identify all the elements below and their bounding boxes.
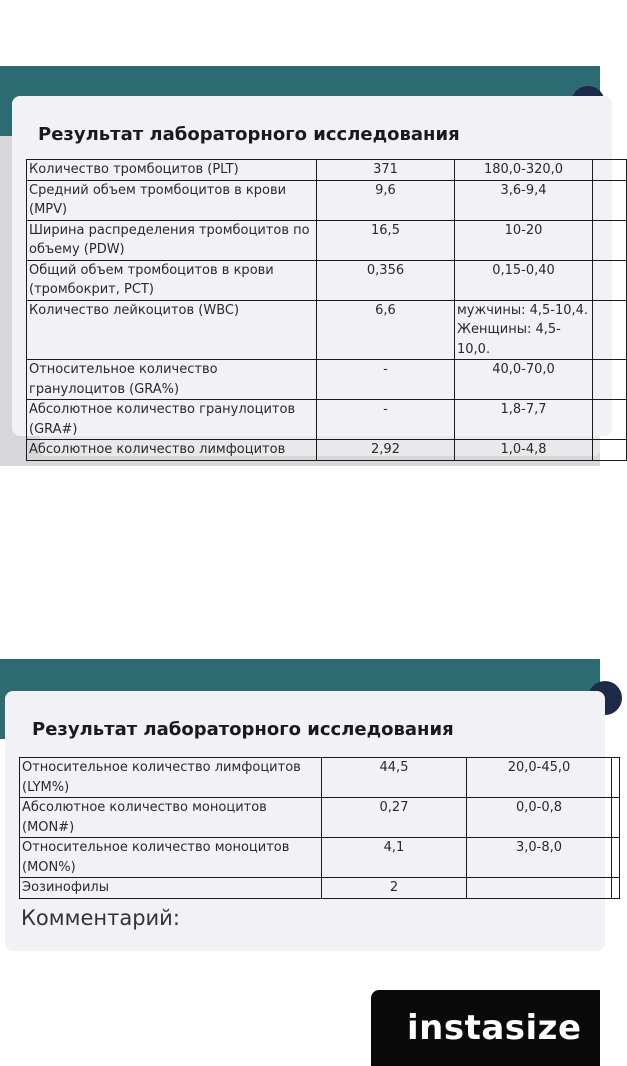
test-reference: 40,0-70,0	[455, 360, 593, 400]
test-reference: 1,0-4,8	[455, 440, 593, 461]
test-value: 4,1	[322, 838, 467, 878]
test-reference: 180,0-320,0	[455, 160, 593, 181]
test-name: Абсолютное количество гранулоцитов (GRA#)	[27, 400, 317, 440]
test-reference: мужчины: 4,5-10,4. Женщины: 4,5-10,0.	[455, 300, 593, 360]
units-cell	[612, 758, 620, 798]
table-row	[27, 400, 627, 440]
test-name: Относительное количество гранулоцитов (GRA%)	[27, 360, 317, 400]
units-cell	[612, 878, 620, 899]
test-value: 44,5	[322, 758, 467, 798]
table-row	[27, 300, 627, 360]
lab-result-card	[12, 96, 612, 457]
units-cell	[593, 180, 627, 220]
card-title: Результат лабораторного исследования	[38, 124, 460, 145]
table-row	[27, 180, 627, 220]
table-row	[27, 160, 627, 181]
table-row	[27, 220, 627, 260]
units-cell	[593, 300, 627, 360]
test-value: -	[317, 360, 455, 400]
table-row	[20, 878, 620, 899]
test-reference: 3,0-8,0	[467, 838, 612, 878]
units-cell	[612, 798, 620, 838]
table-row	[20, 838, 620, 878]
table-row	[27, 440, 627, 461]
test-value: -	[317, 400, 455, 440]
test-name: Эозинофилы	[20, 878, 322, 899]
test-value: 0,356	[317, 260, 455, 300]
units-cell	[593, 160, 627, 181]
test-value: 371	[317, 160, 455, 181]
units-cell	[593, 220, 627, 260]
units-cell	[593, 260, 627, 300]
test-reference: 20,0-45,0	[467, 758, 612, 798]
units-cell	[593, 440, 627, 461]
test-name: Ширина распределения тромбоцитов по объему (PDW)	[27, 220, 317, 260]
test-value: 2	[322, 878, 467, 899]
test-reference	[467, 878, 612, 899]
results-table	[19, 757, 620, 899]
units-cell	[593, 400, 627, 440]
test-value: 2,92	[317, 440, 455, 461]
comment-label: Комментарий:	[21, 906, 180, 930]
table-row	[27, 260, 627, 300]
test-name: Относительное количество моноцитов (MON%)	[20, 838, 322, 878]
table-row	[20, 798, 620, 838]
units-cell	[593, 360, 627, 400]
test-reference: 0,15-0,40	[455, 260, 593, 300]
test-name: Относительное количество лимфоцитов (LYM%)	[20, 758, 322, 798]
instasize-watermark	[371, 990, 600, 1066]
test-reference: 10-20	[455, 220, 593, 260]
test-reference: 3,6-9,4	[455, 180, 593, 220]
card-title: Результат лабораторного исследования	[32, 719, 454, 740]
table-row	[20, 758, 620, 798]
watermark-text: instasize	[407, 1008, 582, 1048]
test-name: Средний объем тромбоцитов в крови (MPV)	[27, 180, 317, 220]
test-reference: 0,0-0,8	[467, 798, 612, 838]
test-name: Количество тромбоцитов (PLT)	[27, 160, 317, 181]
test-value: 16,5	[317, 220, 455, 260]
test-value: 9,6	[317, 180, 455, 220]
units-cell	[612, 838, 620, 878]
test-value: 6,6	[317, 300, 455, 360]
results-table	[26, 159, 627, 461]
test-name: Абсолютное количество лимфоцитов	[27, 440, 317, 461]
test-name: Абсолютное количество моноцитов (MON#)	[20, 798, 322, 838]
screenshot-2	[0, 659, 600, 939]
test-value: 0,27	[322, 798, 467, 838]
test-reference: 1,8-7,7	[455, 400, 593, 440]
screenshot-1	[0, 66, 600, 466]
test-name: Общий объем тромбоцитов в крови (тромбокрит, PCT)	[27, 260, 317, 300]
lab-result-card	[5, 691, 605, 951]
table-row	[27, 360, 627, 400]
test-name: Количество лейкоцитов (WBC)	[27, 300, 317, 360]
